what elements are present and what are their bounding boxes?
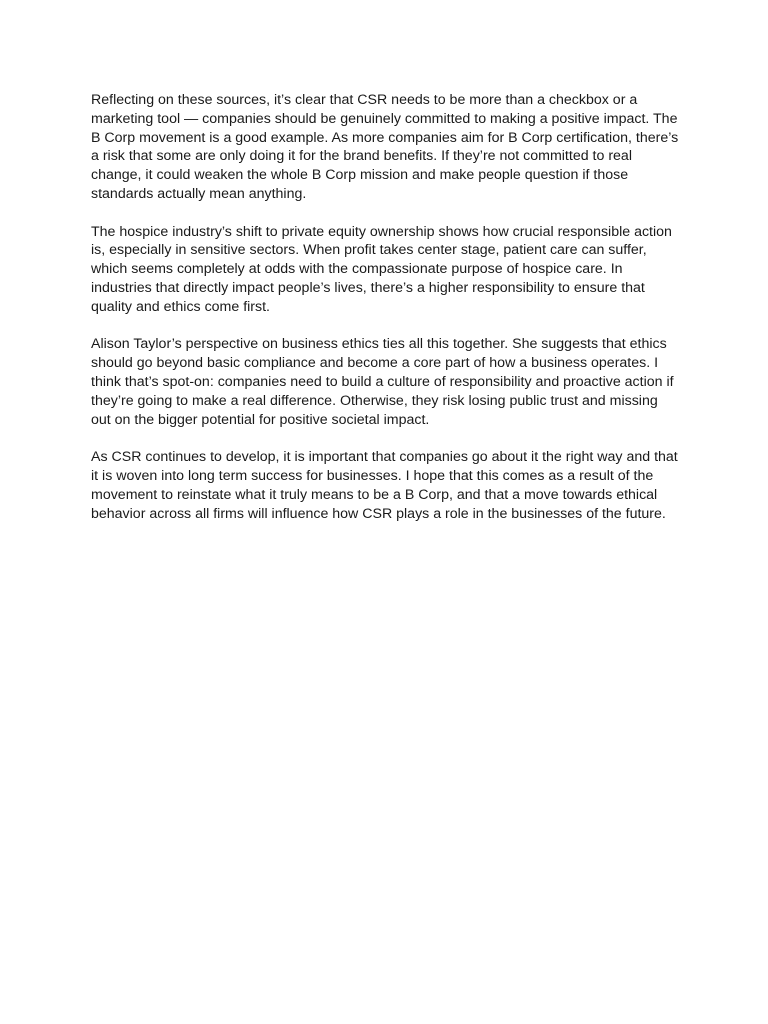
paragraph-conclusion: As CSR continues to develop, it is important that companies go about it the right way and that it is woven into long term success for businesses. I hope that this comes as a result of the movement to reinstate what it truly means to be a B Corp, and that a move towards ethical behavior across all firms will influence how CSR plays a role in the businesses of the future. [91,449,678,522]
document-body [91,91,681,542]
paragraph-business-ethics: Alison Taylor’s perspective on business ethics ties all this together. She suggests that ethics should go beyond basic compliance and become a core part of how a business operates. I think that’s spot-on: companies need to build a culture of responsibility and proactive action if they’re going to make a real difference. Otherwise, they risk losing public trust and missing out on the bigger potential for positive societal impact. [91,336,674,428]
paragraph-hospice-industry: The hospice industry’s shift to private equity ownership shows how crucial responsible action is, especially in sensitive sectors. When profit takes center stage, patient care can suffer, which seems completely at odds with the compassionate purpose of hospice care. In industries that directly impact people’s lives, there’s a higher responsibility to ensure that quality and ethics come first. [91,223,672,315]
paragraph-csr-commitment: Reflecting on these sources, it’s clear that CSR needs to be more than a checkbox or a marketing tool — companies should be genuinely committed to making a positive impact. The B Corp movement is a good example. As more companies aim for B Corp certification, there’s a risk that some are only doing it for the brand benefits. If they’re not committed to real change, it could weaken the whole B Corp mission and make people question if those standards actually mean anything. [91,92,679,202]
